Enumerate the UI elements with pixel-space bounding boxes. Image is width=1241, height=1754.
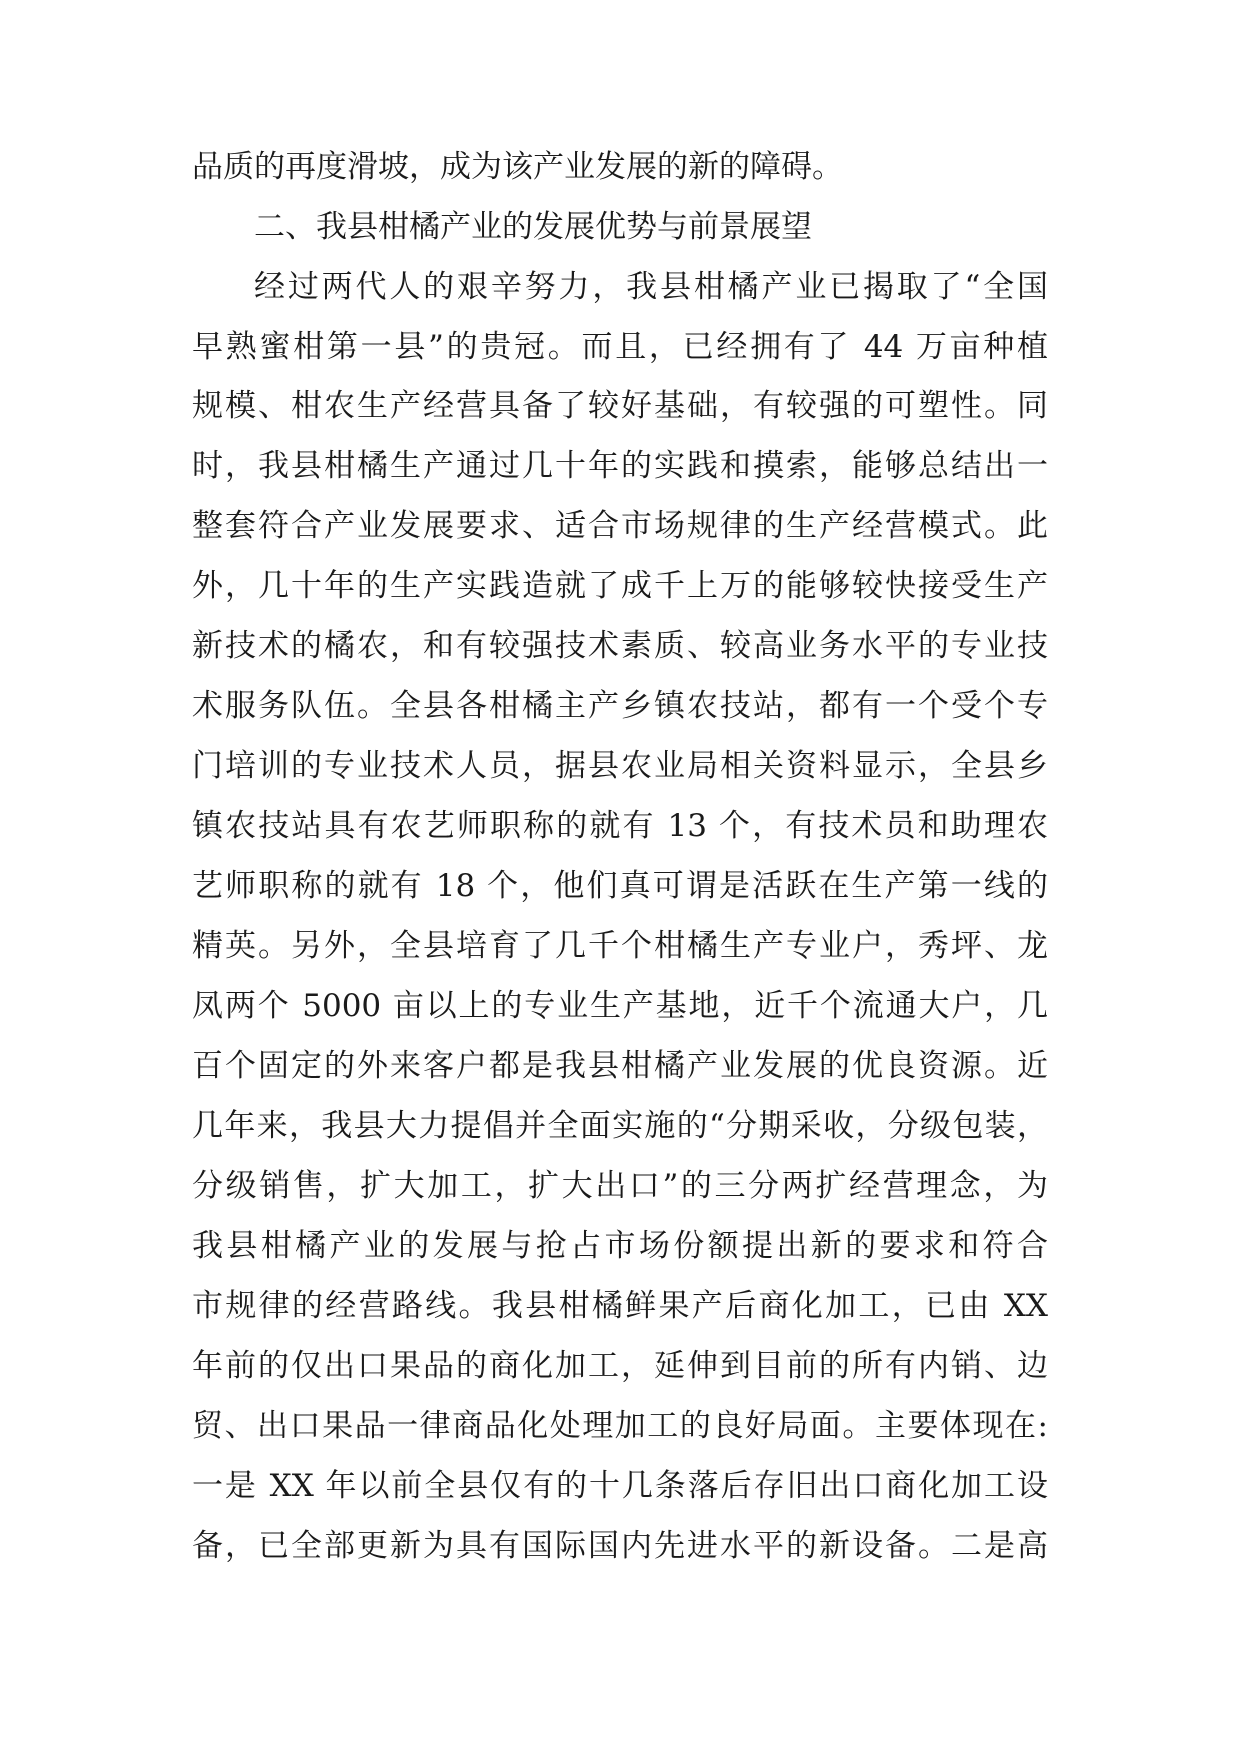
text-line: 艺师职称的就有 18 个，他们真可谓是活跃在生产第一线的 [192,868,1048,904]
text-line: 分级销售，扩大加工，扩大出口”的三分两扩经营理念，为 [192,1168,1048,1204]
section-heading: 二、我县柑橘产业的发展优势与前景展望 [254,209,812,245]
text-line: 术服务队伍。全县各柑橘主产乡镇农技站，都有一个受个专 [192,688,1048,724]
text-line: 新技术的橘农，和有较强技术素质、较高业务水平的专业技 [192,628,1048,664]
text-line: 一是 XX 年以前全县仅有的十几条落后存旧出口商化加工设 [192,1468,1048,1504]
text-line: 品质的再度滑坡，成为该产业发展的新的障碍。 [192,149,843,185]
text-line: 镇农技站具有农艺师职称的就有 13 个，有技术员和助理农 [192,808,1048,844]
paragraph-first-line: 经过两代人的艰辛努力，我县柑橘产业已揭取了“全国 [254,269,1048,305]
text-line: 市规律的经营路线。我县柑橘鲜果产后商化加工，已由 XX [192,1288,1048,1324]
text-line: 精英。另外，全县培育了几千个柑橘生产专业户，秀坪、龙 [192,928,1048,964]
text-line: 备，已全部更新为具有国际国内先进水平的新设备。二是高 [192,1528,1048,1564]
text-line: 几年来，我县大力提倡并全面实施的“分期采收，分级包装， [192,1108,1048,1144]
text-line: 早熟蜜柑第一县”的贵冠。而且，已经拥有了 44 万亩种植 [192,329,1048,365]
text-line: 规模、柑农生产经营具备了较好基础，有较强的可塑性。同 [192,388,1048,424]
text-line: 凤两个 5000 亩以上的专业生产基地，近千个流通大户，几 [192,988,1048,1024]
text-line: 贸、出口果品一律商品化处理加工的良好局面。主要体现在: [192,1408,1048,1444]
text-line: 门培训的专业技术人员，据县农业局相关资料显示，全县乡 [192,748,1048,784]
text-line: 我县柑橘产业的发展与抢占市场份额提出新的要求和符合 [192,1228,1048,1264]
text-line: 时，我县柑橘生产通过几十年的实践和摸索，能够总结出一 [192,448,1048,484]
text-line: 整套符合产业发展要求、适合市场规律的生产经营模式。此 [192,508,1048,544]
text-line: 百个固定的外来客户都是我县柑橘产业发展的优良资源。近 [192,1048,1048,1084]
text-line: 年前的仅出口果品的商化加工，延伸到目前的所有内销、边 [192,1348,1048,1384]
text-line: 外，几十年的生产实践造就了成千上万的能够较快接受生产 [192,568,1048,604]
